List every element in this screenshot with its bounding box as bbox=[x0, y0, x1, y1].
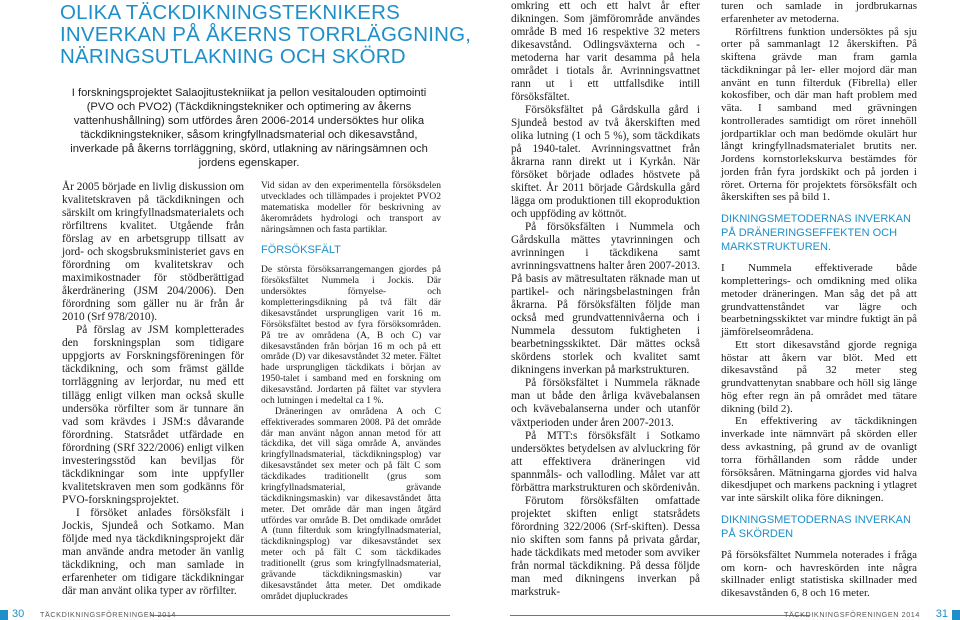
paragraph: På försöksfältet Nummela noterades i fråga om korn- och havreskörden inte några skillnader enligt statistiska skillnader med dikesavstånden 6, 8 och 16 meter. bbox=[721, 548, 917, 600]
section-heading-dikningsmetoder: DIKNINGSMETODERNAS INVERKAN PÅ DRÄNERINGSEFFEKTEN OCH MARKSTRUKTUREN. bbox=[721, 213, 911, 254]
paragraph: turen och samlade in jordbrukarnas erfarenheter av metoderna. bbox=[721, 0, 917, 25]
footer-rule-right bbox=[510, 615, 810, 616]
paragraph: På MTT:s försöksfält i Sotkamo undersöktes betydelsen av alvluckring för att effektivera dräneringen vid spannmåls- och vallodling. Målet var att förbättra markstrukturen och skördenivån. bbox=[511, 429, 700, 494]
page-number-left: 30 bbox=[12, 608, 25, 620]
section-heading-forsoksfalt: FÖRSÖKSFÄLT bbox=[261, 244, 341, 257]
paragraph: I försöket anlades försöksfält i Jockis, Sjundeå och Sotkamo. Man följde med nya täckdikningsprojekt där man använde andra metoder än vanlig täckdikning, och man samlade in erfarenheter om tidigare täckdikningar där man använt olika typer av rörfilter. bbox=[62, 506, 244, 597]
footer-publisher-right: TÄCKDIKNINGSFÖRENINGEN 2014 bbox=[783, 610, 920, 619]
headline-line-3: NÄRINGSUTLAKNING OCH SKÖRD bbox=[60, 45, 406, 68]
headline-line-2: INVERKAN PÅ ÅKERNS TORRLÄGGNING, bbox=[60, 23, 472, 46]
paragraph: Ett stort dikesavstånd gjorde regniga höstar att åkern var blöt. Med ett dikesavstånd på 32 meter steg grundvattenytan snabbare och höll sig länge hög efter regn än på området med tätare dikning (bild 2). bbox=[721, 338, 917, 415]
paragraph: På försöksfältet i Nummela räknade man ut både den årliga kvävebalansen och kvävebalanserna under och utanför växtperioden under åren 2007-2013. bbox=[511, 377, 700, 429]
paragraph: På försöksfälten i Nummela och Gårdskulla mättes ytavrinningen och avrinningen i täckdikena samt avrinningsvattnens halter åren 2007-2013. På basis av mätresultaten räknade man ut partikel- och näringsbelastningen från åkrarna. På försöksfälten följde man också med grundvattennivåerna och i Nummela dessutom fuktigheten i bearbetningsskiktet. Där mättes också skördens storlek och kvalitet samt dikningens inverkan på markstrukturen. bbox=[511, 221, 700, 377]
headline-line-1: OLIKA TÄCKDIKNINGSTEKNIKERS bbox=[60, 1, 400, 24]
paragraph: Förutom försöksfälten omfattade projektet skiften enligt statsrådets förordning 322/2006 (Srf-skiften). Dessa nio skiften som fanns på privata gårdar, hade täckdikats med metoder som avviker från normal täckdikning. På dessa följde man med dikningens inverkan på markstruk- bbox=[511, 494, 700, 598]
article-headline bbox=[60, 1, 472, 68]
paragraph: År 2005 började en livlig diskussion om kvalitetskraven på täckdikningen och särskilt om kringfyllnadsmaterialets och rörfiltrens kvalitet. Utgående från förslag av en arbetsgrupp tillsatt av jord- och skogsbruksministeriet gavs en förordning om kvalitetskrav och maximikostnader för stödberättigad åkerdränering (JSM 204/2006). Den förordning som gäller nu är från år 2010 (Srf 978/2010). bbox=[62, 181, 244, 324]
footer-accent-bar-right bbox=[952, 610, 960, 620]
text-column-1 bbox=[62, 181, 244, 598]
footer-accent-bar-left bbox=[0, 610, 8, 620]
lead-paragraph: I forskningsprojektet Salaojitustekniikat ja pellon vesitalouden optimointi (PVO och PVO2) (Täckdikningstekniker och optimering av åkerns vattenhushållning) som utfördes åren 2006-2014 undersöktes hur olika täckdikningstekniker, såsom kringfyllnadsmaterial och dikesavstånd, inverkade på åkerns torrläggning, skörd, utlakning av näringsämnen och jordens egenskaper. bbox=[70, 87, 428, 170]
paragraph: Försöksfältet på Gårdskulla gård i Sjundeå bestod av två åkerskiften med olika lutning (1 och 5 %), som täckdikats på 1940-talet. Avrinningsvattnet från åkrarna rann direkt ut i Kyrkån. När försöket började odlades höstvete på skiftet. År 2011 började Gårdskulla gård lägga om produktionen till ekoproduktion och uppföding av köttnöt. bbox=[511, 104, 700, 221]
text-column-3 bbox=[511, 0, 700, 599]
footer-publisher-left: TÄCKDIKNINGSFÖRENINGEN 2014 bbox=[40, 610, 177, 619]
paragraph: En effektivering av täckdikningen inverkade inte nämnvärt på skörden eller dess avkastning, på grund av de ovanligt torra förhållanden som rådde under försöksåren. Mätningarna gjordes vid halva dikesdjupet och markens packning i ytlagret var inte särskilt olika före dikningen. bbox=[721, 415, 917, 505]
paragraph: Vid sidan av den experimentella försöksdelen utvecklades och tillämpades i projektet PVO2 matematiska modeller för beskrivning av åkerområdets hydrologi och transport av näringsämnen och fasta partiklar. bbox=[261, 181, 441, 235]
page-number-right: 31 bbox=[935, 608, 948, 620]
paragraph: De största försöksarrangemangen gjordes på försöksfältet Nummela i Jockis. Där undersöktes förnyelse- och kompletteringsdikning på två fält där dikesavståndet ursprungligen varit 16 m. Försöksfältet bestod av fyra försöksområden. På tre av områdena (A, B och C) var dikesavstånden från början 16 m och på ett område (D) var dikesavståndet 32 meter. Fältet hade ursprungligen täckdikats i början av 1950-talet i samband med en forskning om dikesavstånd. Jordarten på fältet var styvlera och lutningen i medeltal ca 1 %. bbox=[261, 265, 441, 406]
footer-rule-left bbox=[150, 615, 450, 616]
paragraph: Dräneringen av områdena A och C effektiverades sommaren 2008. På det område där man använt någon annan metod för att täckdika, det vill säga område A, användes kringfyllnadsmaterial, täckdikningsplog) var dikesavståndet sex meter och på fält C som täckdikades traditionellt (grus som kringfyllnadsmaterial, grävande täckdikningsmaskin) var dikesavståndet åtta meter. Det område där man ingen åtgärd utfördes var område B. Det omdikade området A (tunn filterduk som kringfyllnadsmaterial, täckdikningsplog) var dikesavståndet sex meter och på fält C som täckdikades traditionellt (grus som kringfyllnadsmaterial, grävande täckdikningsmaskin) var dikesavståndet åtta meter. Det omdikade området djupluckrades bbox=[261, 406, 441, 602]
text-column-2 bbox=[261, 181, 441, 603]
paragraph: På förslag av JSM kompletterades den forskningsplan som tidigare uppgjorts av Forskningsföreningen för täckdikning, och som främst gällde torrläggning av lerjordar, nu med ett tillägg enligt vilken man också skulle undersöka rörfilter som är tunnare än vad som krävdes i JSM:s dåvarande förordning. Statsrådet utfärdade en förordning (SRf 322/2006) enligt vilken investeringsstöd kan beviljas för täckdikningar som inte uppfyller kvalitetskraven men som godkänns för PVO-forskningsprojektet. bbox=[62, 324, 244, 506]
paragraph: omkring ett och ett halvt år efter dikningen. Som jämförområde användes område B med 16 respektive 32 meters dikesavstånd. Odlingsväxterna och -metoderna har varit desamma på hela området i tiotals år. Avrinningsvattnet rann ut i ett uttfallsdike intill försöksfältet. bbox=[511, 0, 700, 104]
paragraph: I Nummela effektiverade både kompletterings- och omdikning med olika metoder dräneringen. Man såg det på att grundvattenståndet var lägre och bearbetningsskiktet var mindre fuktigt än på jämförelseområdena. bbox=[721, 262, 917, 339]
section-heading-skorden: DIKNINGSMETODERNAS INVERKAN PÅ SKÖRDEN bbox=[721, 513, 911, 540]
paragraph: Rörfiltrens funktion undersöktes på sju orter på sammanlagt 12 åkerskiften. På skiftena grävde man fram gamla täckdikningar på ler- eller mojord där man använt en tunn filterduk (Fibrella) eller kokosfiber, och där man haft problem med väta. I samband med grävningen kontrollerades samtidigt om röret innehöll jordpartiklar och man bedömde okulärt hur långt kringfyllnadsmaterialet brutits ner. Jordens kornstorlekskurva bestämdes för jorden från fyra jordskikt och på jorden i röret. Orterna för projektets försöksfält och åkerskiften ses på bild 1. bbox=[721, 25, 917, 204]
text-column-4 bbox=[721, 0, 917, 600]
